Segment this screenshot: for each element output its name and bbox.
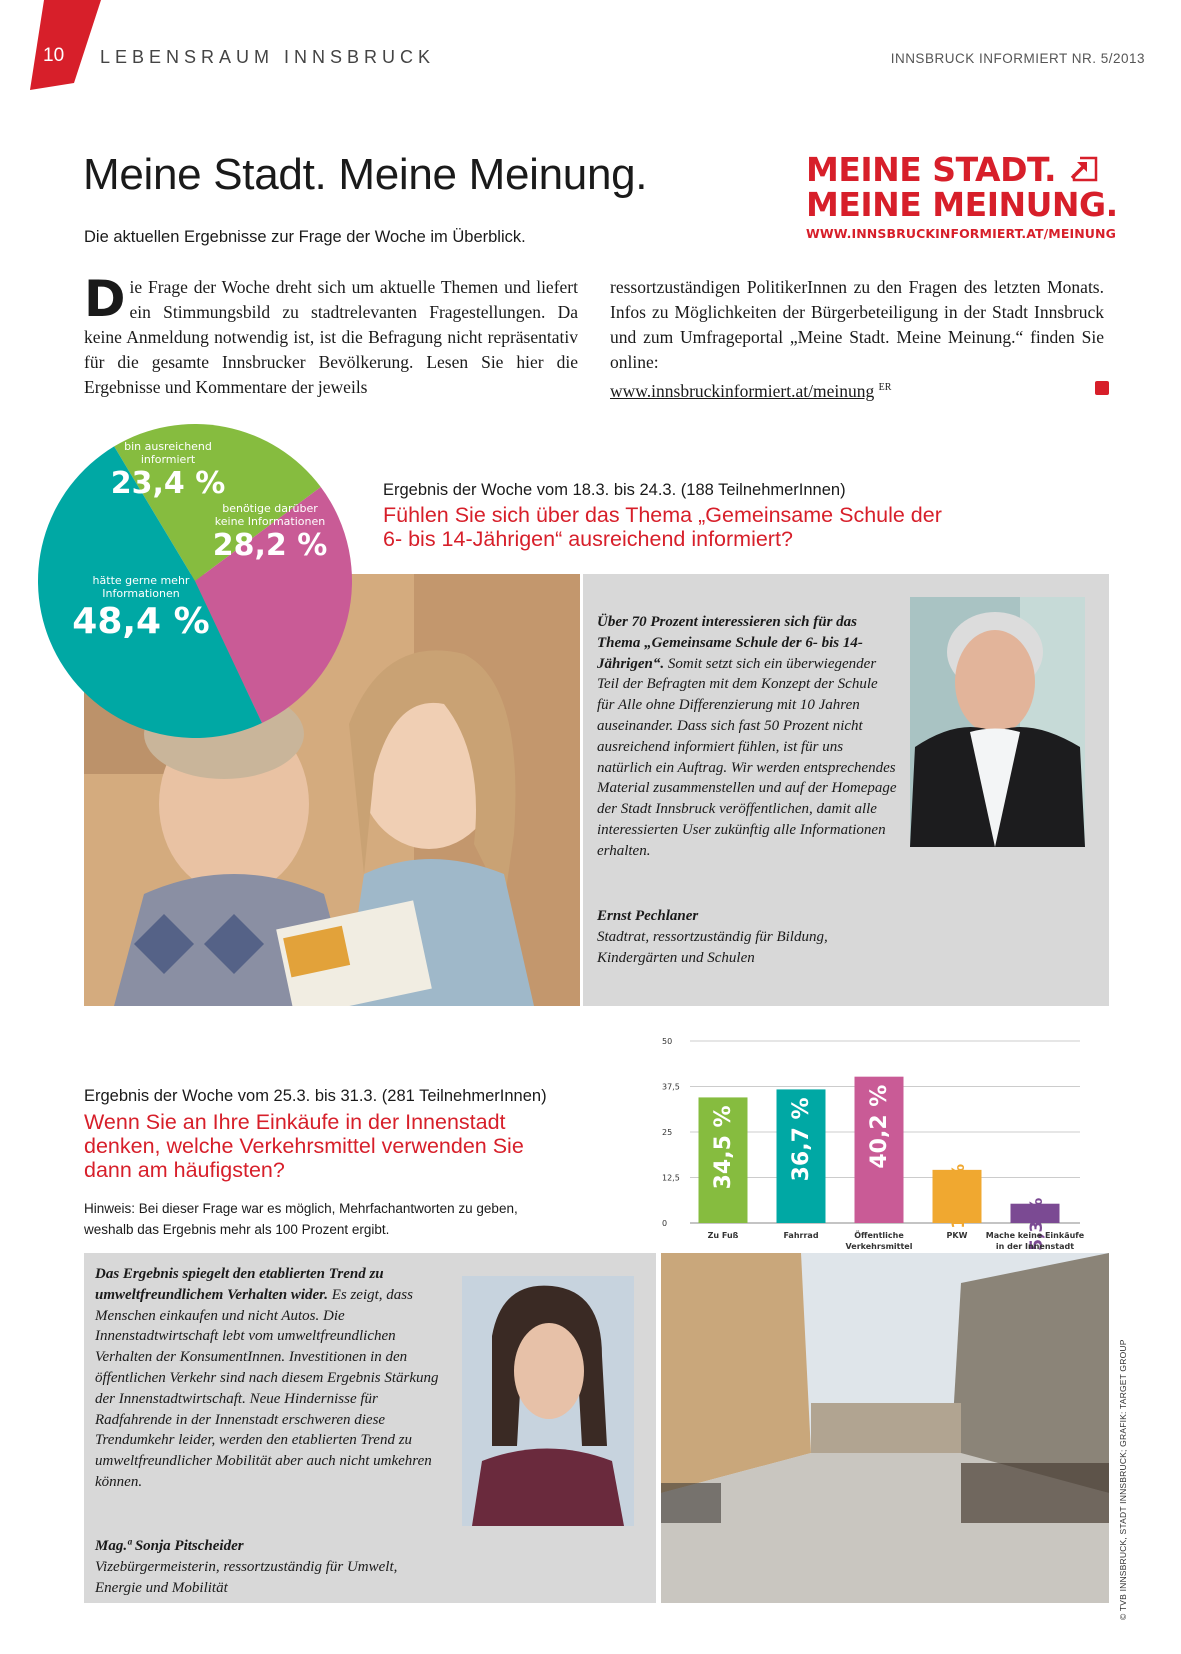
section-title: LEBENSRAUM INNSBRUCK [100, 47, 436, 67]
bar-chart [660, 1025, 1090, 1255]
x-category-label: Öffentliche [854, 1231, 904, 1240]
poll2-person-name: Mag.ª Sonja Pitscheider [95, 1538, 244, 1554]
poll1-person-name: Ernst Pechlaner [597, 908, 699, 924]
y-tick-label: 50 [662, 1037, 673, 1046]
intro-text-1: ie Frage der Woche dreht sich um aktuelle Themen und liefert ein Stimmungsbild zu stadtrelevanten Fragestellungen. Da keine Anmeldung notwendig ist, ist die Befragung nicht repräsentativ für die gesamte Innsbrucker Bevölkerung. Lesen Sie hier die Ergebnisse und Kommentare der jeweils [84, 277, 578, 397]
pie-slice-value: 48,4 % [72, 601, 210, 642]
logo-line-1: MEINE STADT. [806, 150, 1056, 189]
intro-text-2: ressortzuständigen PolitikerInnen zu den Fragen des letzten Monats. Infos zu Möglichkeiten der Bürgerbeteiligung in der Stadt Innsbruck und zum Umfrageportal „Meine Stadt. Meine Meinung.“ finden Sie online: [610, 277, 1104, 372]
portrait-illustration-1 [910, 597, 1085, 847]
street-photo [661, 1253, 1109, 1603]
pie-slice-label: bin ausreichend [124, 440, 212, 453]
x-category-label: Zu Fuß [707, 1231, 739, 1240]
x-category-label: Verkehrsmittel [845, 1242, 913, 1251]
pie-chart [36, 422, 354, 740]
poll2-hint [84, 1198, 518, 1240]
bar-value-label: 36,7 % [789, 1097, 814, 1182]
poll2-comment-lead: Das Ergebnis spiegelt den etablierten Trend zu umweltfreundlichem Verhalten wider. [95, 1266, 384, 1303]
poll1-person-role-1: Stadtrat, ressortzuständig für Bildung, [597, 928, 828, 945]
bar-value-label: 34,5 % [711, 1105, 736, 1190]
page-number: 10 [43, 45, 65, 66]
poll1-meta: Ergebnis der Woche vom 18.3. bis 24.3. (188 TeilnehmerInnen) [383, 481, 846, 499]
y-tick-label: 0 [662, 1219, 668, 1228]
poll1-comment [597, 612, 897, 862]
logo-url[interactable]: WWW.INNSBRUCKINFORMIERT.AT/MEINUNG [806, 226, 1116, 241]
meinung-link[interactable]: www.innsbruckinformiert.at/meinung [610, 380, 875, 401]
poll2-question-line3: dann am häufigsten? [84, 1158, 285, 1182]
pie-slice-label: informiert [140, 453, 196, 466]
poll2-meta: Ergebnis der Woche vom 25.3. bis 31.3. (281 TeilnehmerInnen) [84, 1087, 547, 1105]
x-category-label: Fahrrad [783, 1231, 819, 1240]
poll2-hint-line1: Hinweis: Bei dieser Frage war es möglich, Mehrfachantworten zu geben, [84, 1201, 518, 1216]
pie-slice-label: hätte gerne mehr [92, 574, 190, 587]
pie-chart-svg [36, 422, 354, 740]
poll2-person-role-1: Vizebürgermeisterin, ressortzuständig für Umwelt, [95, 1558, 398, 1575]
poll2-hint-line2: weshalb das Ergebnis mehr als 100 Prozent ergibt. [84, 1222, 390, 1237]
bar-value-label: 14,6 % [949, 1163, 969, 1229]
poll2-person-role-2: Energie und Mobilität [95, 1579, 228, 1596]
issue-label: INNSBRUCK INFORMIERT NR. 5/2013 [890, 51, 1145, 66]
photo-credit: © TVB INNSBRUCK, STADT INNSBRUCK; GRAFIK: TARGET GROUP [1118, 1339, 1128, 1620]
poll1-question-line1: Fühlen Sie sich über das Thema „Gemeinsame Schule der [383, 503, 942, 527]
sonja-pitscheider-portrait [462, 1276, 634, 1526]
meine-stadt-logo[interactable] [806, 152, 1116, 241]
poll2-question-line1: Wenn Sie an Ihre Einkäufe in der Innenstadt [84, 1110, 506, 1134]
y-tick-label: 25 [662, 1128, 673, 1137]
poll2-question-line2: denken, welche Verkehrsmittel verwenden Sie [84, 1134, 524, 1158]
pie-slice-label: benötige darüber [222, 502, 318, 515]
pie-slice-label: keine Informationen [214, 515, 326, 528]
author-initials: ER [878, 382, 892, 393]
page-subtitle: Die aktuellen Ergebnisse zur Frage der Woche im Überblick. [84, 228, 526, 246]
x-category-label: in der Innenstadt [995, 1242, 1075, 1251]
poll1-question-line2: 6- bis 14-Jährigen“ ausreichend informiert? [383, 527, 793, 551]
y-tick-label: 37,5 [662, 1082, 680, 1092]
pie-slice-value: 28,2 % [212, 528, 328, 563]
pie-slice-label: Informationen [102, 587, 180, 600]
dropcap: D [84, 270, 126, 328]
poll1-signature [597, 906, 917, 968]
intro-column-1 [84, 270, 578, 400]
x-category-label: Mache keine Einkäufe [985, 1231, 1085, 1240]
page-title: Meine Stadt. Meine Meinung. [83, 150, 648, 199]
external-link-arrow-icon [1068, 156, 1098, 182]
poll1-comment-body: Somit setzt sich ein überwiegender Teil der Befragten mit dem Konzept der Schule für Alle ohne Differenzierung mit 10 Jahren auseinander. Dass sich fast 50 Prozent nicht ausreichend informiert fühlen, ist für uns natürlich ein Auftrag. Wir werden entsprechendes Material zusammenstellen und auf der Homepage der Stadt Innsbruck veröffentlichen, damit alle interessierten User zukünftig alle Informationen erhalten. [597, 655, 897, 859]
poll2-comment-body: Es zeigt, dass Menschen einkaufen und nicht Autos. Die Innenstadtwirtschaft lebt vom umweltfreundlichen Verhalten der KonsumentInnen. Investitionen in den öffentlichen Verkehr sind nach diesem Ergebnis Stärkung der Innenstadtwirtschaft. Neue Hindernisse für Radfahrende in der Innenstadt erschweren diese Trendumkehr leider, werden den etablierten Trend zu umweltfreundlicher Mobilität aber auch nicht umkehren können. [95, 1286, 439, 1490]
y-tick-label: 12,5 [662, 1173, 680, 1183]
logo-line-2: MEINE MEINUNG. [806, 185, 1118, 224]
poll1-comment-lead: Über 70 Prozent interessieren sich für das Thema „Gemeinsame Schule der 6- bis 14-Jährigen“. [597, 614, 863, 672]
bar-chart-svg [660, 1025, 1090, 1255]
x-category-label: PKW [946, 1231, 968, 1240]
street-photo-illustration [661, 1253, 1109, 1603]
bar-value-label: 5,3 % [1027, 1197, 1047, 1251]
portrait-illustration-2 [462, 1276, 634, 1526]
bar-value-label: 40,2 % [867, 1084, 892, 1169]
pie-slice-value: 23,4 % [110, 466, 226, 501]
end-mark [1095, 381, 1109, 395]
poll2-signature [95, 1536, 455, 1598]
poll2-comment [95, 1264, 445, 1493]
intro-column-2 [610, 275, 1104, 404]
ernst-pechlaner-portrait [910, 597, 1085, 847]
poll1-person-role-2: Kindergärten und Schulen [597, 949, 755, 966]
